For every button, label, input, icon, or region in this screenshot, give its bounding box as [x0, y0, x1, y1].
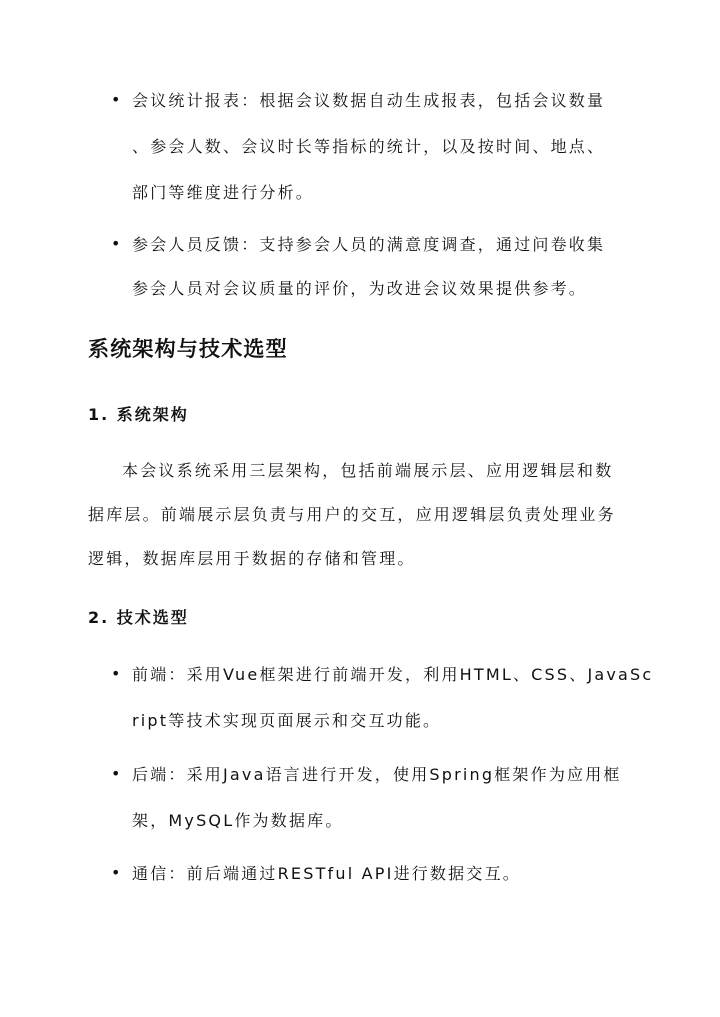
list-item-line: 会议统计报表：根据会议数据自动生成报表，包括会议数量 [132, 91, 606, 110]
list-item-line: 参会人员对会议质量的评价，为改进会议效果提供参考。 [132, 279, 588, 298]
paragraph-line: 逻辑，数据库层用于数据的存储和管理。 [88, 549, 416, 568]
bullet-icon: • [111, 764, 121, 783]
list-item-line: 通信：前后端通过RESTful API进行数据交互。 [132, 864, 521, 883]
list-item-line: 参会人员反馈：支持参会人员的满意度调查，通过问卷收集 [132, 235, 606, 254]
bullet-icon: • [111, 863, 121, 882]
list-item-line: 后端：采用Java语言进行开发，使用Spring框架作为应用框 [132, 765, 622, 784]
list-item-line: ript等技术实现页面展示和交互功能。 [132, 711, 442, 730]
subsection-title: 2. 技术选型 [88, 608, 189, 627]
bullet-icon: • [111, 234, 121, 253]
list-item-line: 前端：采用Vue框架进行前端开发，利用HTML、CSS、JavaSc [132, 665, 654, 684]
bullet-icon: • [111, 664, 121, 683]
section-title: 系统架构与技术选型 [88, 337, 288, 361]
bullet-icon: • [111, 90, 121, 109]
list-item-line: 、参会人数、会议时长等指标的统计，以及按时间、地点、 [132, 137, 606, 156]
paragraph-line: 据库层。前端展示层负责与用户的交互，应用逻辑层负责处理业务 [88, 505, 616, 524]
paragraph-line: 本会议系统采用三层架构，包括前端展示层、应用逻辑层和数 [122, 461, 614, 480]
subsection-title: 1. 系统架构 [88, 405, 189, 424]
list-item-line: 架，MySQL作为数据库。 [132, 811, 344, 830]
list-item-line: 部门等维度进行分析。 [132, 183, 315, 202]
